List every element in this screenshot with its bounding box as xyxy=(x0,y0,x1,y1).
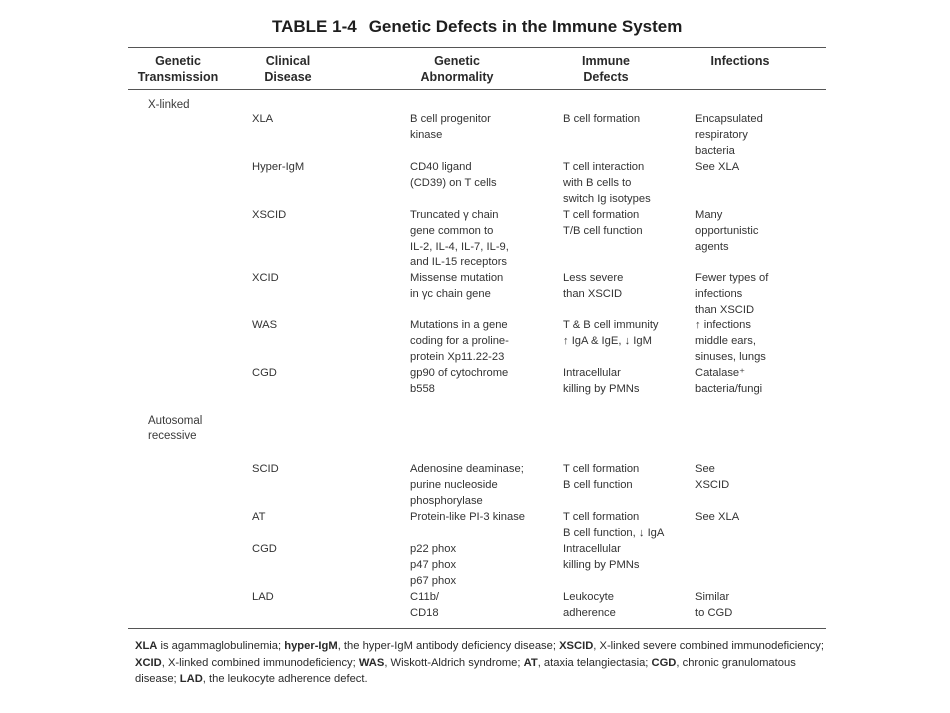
cell-infections: ↑ infections middle ears, sinuses, lungs xyxy=(695,319,766,363)
cell-disease: XCID xyxy=(252,272,279,284)
cell-immune-defects: T cell formation B cell function xyxy=(563,463,640,491)
footnote-definition: , the leukocyte adherence defect. xyxy=(202,673,368,685)
footnote-definition: is agammaglobulinemia; xyxy=(157,640,285,652)
table-caption: Genetic Defects in the Immune System xyxy=(368,17,683,36)
cell-immune-defects: B cell formation xyxy=(563,113,641,125)
cell-infections: Fewer types of infections than XSCID xyxy=(695,272,769,316)
cell-abnormality: Mutations in a gene coding for a proline- protein Xp11.22-23 xyxy=(410,319,509,363)
top-rule xyxy=(128,47,826,48)
cell-disease: CGD xyxy=(252,367,277,379)
footnote-definition: , the hyper-IgM antibody deficiency disease; xyxy=(337,640,560,652)
header-genetic-transmission: Genetic Transmission xyxy=(137,54,219,84)
cell-immune-defects: T & B cell immunity ↑ IgA & IgE, ↓ IgM xyxy=(563,319,659,347)
footnote-definition: , Wiskott-Aldrich syndrome; xyxy=(384,656,524,669)
footnote-term: AT xyxy=(523,656,538,669)
cell-immune-defects: Less severe than XSCID xyxy=(563,272,624,300)
footnote-term: XCID xyxy=(135,656,162,669)
table-number: TABLE 1-4 xyxy=(272,17,357,36)
footnote-definition: , ataxia telangiectasia; xyxy=(537,656,652,669)
footnote-definition: , chronic granulomatous disease; xyxy=(135,656,796,685)
cell-abnormality: Missense mutation in γc chain gene xyxy=(410,272,504,300)
cell-infections: Encapsulated respiratory bacteria xyxy=(695,113,763,157)
cell-disease: WAS xyxy=(252,319,278,331)
cell-disease: SCID xyxy=(252,463,279,475)
cell-infections: See XSCID xyxy=(695,463,730,491)
group-label: X-linked xyxy=(148,99,190,111)
cell-immune-defects: Intracellular killing by PMNs xyxy=(563,367,640,395)
footnote-term: XLA xyxy=(135,640,158,652)
bottom-rule xyxy=(128,628,826,629)
footnote-definition: , X-linked combined immunodeficiency; xyxy=(161,656,359,669)
cell-abnormality: B cell progenitor kinase xyxy=(410,113,491,141)
group-label: Autosomal recessive xyxy=(148,415,203,442)
footnote-term: WAS xyxy=(358,656,385,669)
cell-immune-defects: T cell formation B cell function, ↓ IgA xyxy=(563,511,665,539)
cell-immune-defects: T cell formation T/B cell function xyxy=(563,209,643,237)
footnote-term: hyper-IgM xyxy=(284,640,338,652)
cell-infections: Similar to CGD xyxy=(695,591,733,619)
cell-infections: See XLA xyxy=(695,161,740,173)
cell-disease: Hyper-IgM xyxy=(252,161,305,173)
header-immune-defects: Immune Defects xyxy=(582,54,630,84)
cell-abnormality: Adenosine deaminase; purine nucleoside phosphorylase xyxy=(410,463,524,507)
cell-abnormality: gp90 of cytochrome b558 xyxy=(410,367,509,395)
cell-abnormality: p22 phox p47 phox p67 phox xyxy=(410,543,457,587)
header-infections: Infections xyxy=(710,54,770,68)
cell-abnormality: Truncated γ chain gene common to IL-2, IL-4, IL-7, IL-9, and IL-15 receptors xyxy=(410,209,509,269)
cell-disease: LAD xyxy=(252,591,274,603)
header-clinical-disease: Clinical Disease xyxy=(264,54,312,84)
cell-disease: XLA xyxy=(252,113,274,125)
cell-disease: AT xyxy=(252,511,266,523)
table-title xyxy=(272,17,682,37)
cell-infections: See XLA xyxy=(695,511,740,523)
footnote-definition: , X-linked severe combined immunodeficiency; xyxy=(593,640,824,652)
header-rule xyxy=(128,89,826,90)
cell-abnormality: Protein-like PI-3 kinase xyxy=(410,511,526,523)
footnote-term: CGD xyxy=(651,656,677,669)
cell-infections: Many opportunistic agents xyxy=(695,209,759,253)
cell-immune-defects: T cell interaction with B cells to switch Ig isotypes xyxy=(563,161,651,205)
cell-immune-defects: Intracellular killing by PMNs xyxy=(563,543,640,571)
footnote-term: LAD xyxy=(179,673,203,685)
footnote-term: XSCID xyxy=(559,640,594,652)
cell-infections: Catalase⁺ bacteria/fungi xyxy=(695,367,763,395)
cell-abnormality: C11b/ CD18 xyxy=(410,591,440,619)
cell-abnormality: CD40 ligand (CD39) on T cells xyxy=(410,161,497,189)
cell-immune-defects: Leukocyte adherence xyxy=(563,591,616,619)
footnote xyxy=(135,638,825,688)
cell-disease: XSCID xyxy=(252,209,287,221)
header-genetic-abnormality: Genetic Abnormality xyxy=(420,54,494,84)
cell-disease: CGD xyxy=(252,543,277,555)
